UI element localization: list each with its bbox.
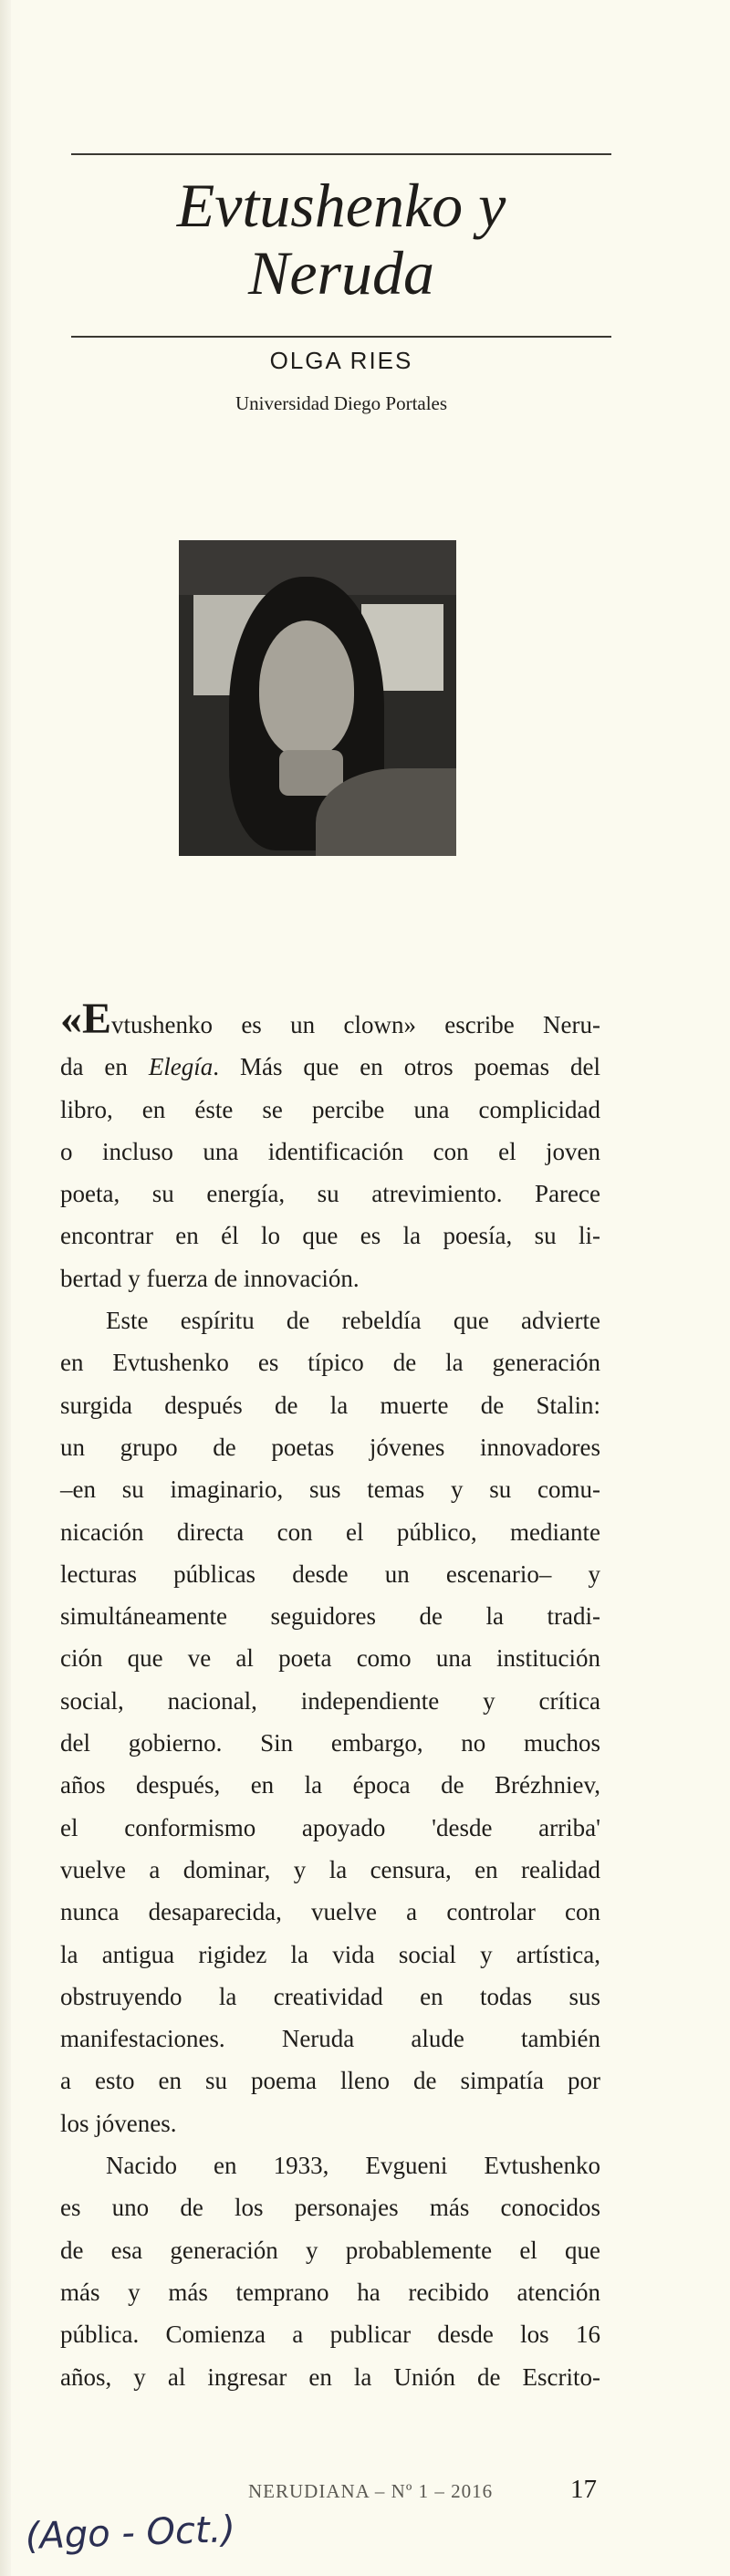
body-line: Este espíritu de rebeldía que advierte [106, 1307, 600, 1335]
body-line: un grupo de poetas jóvenes innovadores [60, 1433, 600, 1461]
body-line: vuelve a dominar, y la censura, en realidad [60, 1855, 600, 1883]
body-line: es uno de los personajes más conocidos [60, 2194, 600, 2222]
body-line: nicación directa con el público, mediante [60, 1517, 600, 1546]
handwritten-note: (Ago - Oct.) [25, 2508, 236, 2559]
author-portrait-photo [179, 540, 456, 856]
body-line: «Evtushenko es un clown» escribe Neru- [60, 995, 600, 1043]
photo-face [259, 621, 354, 757]
body-line: a esto en su poema lleno de simpatía por [60, 2067, 600, 2095]
body-line: la antigua rigidez la vida social y artística, [60, 1940, 600, 1968]
body-line: poeta, su energía, su atrevimiento. Parece [60, 1180, 600, 1208]
article-title [71, 172, 611, 307]
book-title-elegia: Elegía [148, 1053, 214, 1081]
body-line: del gobierno. Sin embargo, no muchos [60, 1729, 600, 1757]
body-line: surgida después de la muerte de Stalin: [60, 1391, 600, 1419]
article-body [60, 995, 600, 2398]
body-line: de esa generación y probablemente el que [60, 2236, 600, 2264]
body-line: o incluso una identificación con el joven [60, 1137, 600, 1165]
body-line: Nacido en 1933, Evgueni Evtushenko [106, 2152, 600, 2180]
body-line: bertad y fuerza de innovación. [60, 1264, 360, 1292]
page-edge [0, 0, 11, 2576]
journal-name: NERUDIANA – Nº 1 – 2016 [248, 2480, 494, 2502]
body-line: ción que ve al poeta como una institución [60, 1644, 600, 1673]
paragraph-2 [60, 1299, 600, 2144]
header-rule-top [71, 153, 611, 155]
body-line: encontrar en él lo que es la poesía, su li- [60, 1222, 600, 1250]
body-line: obstruyendo la creatividad en todas sus [60, 1982, 600, 2010]
body-line: los jóvenes. [60, 2109, 177, 2137]
paragraph-1 [60, 995, 600, 1299]
author-affiliation: Universidad Diego Portales [235, 392, 448, 414]
body-line: años, y al ingresar en la Unión de Escrito- [60, 2362, 600, 2391]
body-line: –en su imaginario, sus temas y su comu- [60, 1476, 600, 1504]
body-line: el conformismo apoyado 'desde arriba' [60, 1813, 600, 1841]
title-line-2: Neruda [248, 238, 434, 308]
title-line-1: Evtushenko y [176, 171, 506, 240]
body-line: manifestaciones. Neruda alude también [60, 2025, 600, 2053]
body-line: social, nacional, independiente y crítica [60, 1686, 600, 1715]
header-rule-bottom [71, 336, 611, 338]
body-line: da en Elegía. Más que en otros poemas del [60, 1053, 600, 1081]
dropcap: «E [60, 995, 112, 1043]
body-line: más y más temprano ha recibido atención [60, 2278, 600, 2306]
paragraph-3 [60, 2144, 600, 2398]
body-line: simultáneamente seguidores de la tradi- [60, 1602, 600, 1631]
page-number: 17 [570, 2475, 597, 2504]
author-name: OLGA RIES [269, 347, 413, 374]
body-line: en Evtushenko es típico de la generación [60, 1349, 600, 1377]
page-footer [248, 2473, 604, 2509]
body-line: nunca desaparecida, vuelve a controlar con [60, 1898, 600, 1926]
body-line: años después, en la época de Brézhniev, [60, 1771, 600, 1799]
body-line: lecturas públicas desde un escenario– y [60, 1559, 600, 1588]
body-line: pública. Comienza a publicar desde los 16 [60, 2320, 600, 2349]
body-line: libro, en éste se percibe una complicidad [60, 1095, 600, 1123]
